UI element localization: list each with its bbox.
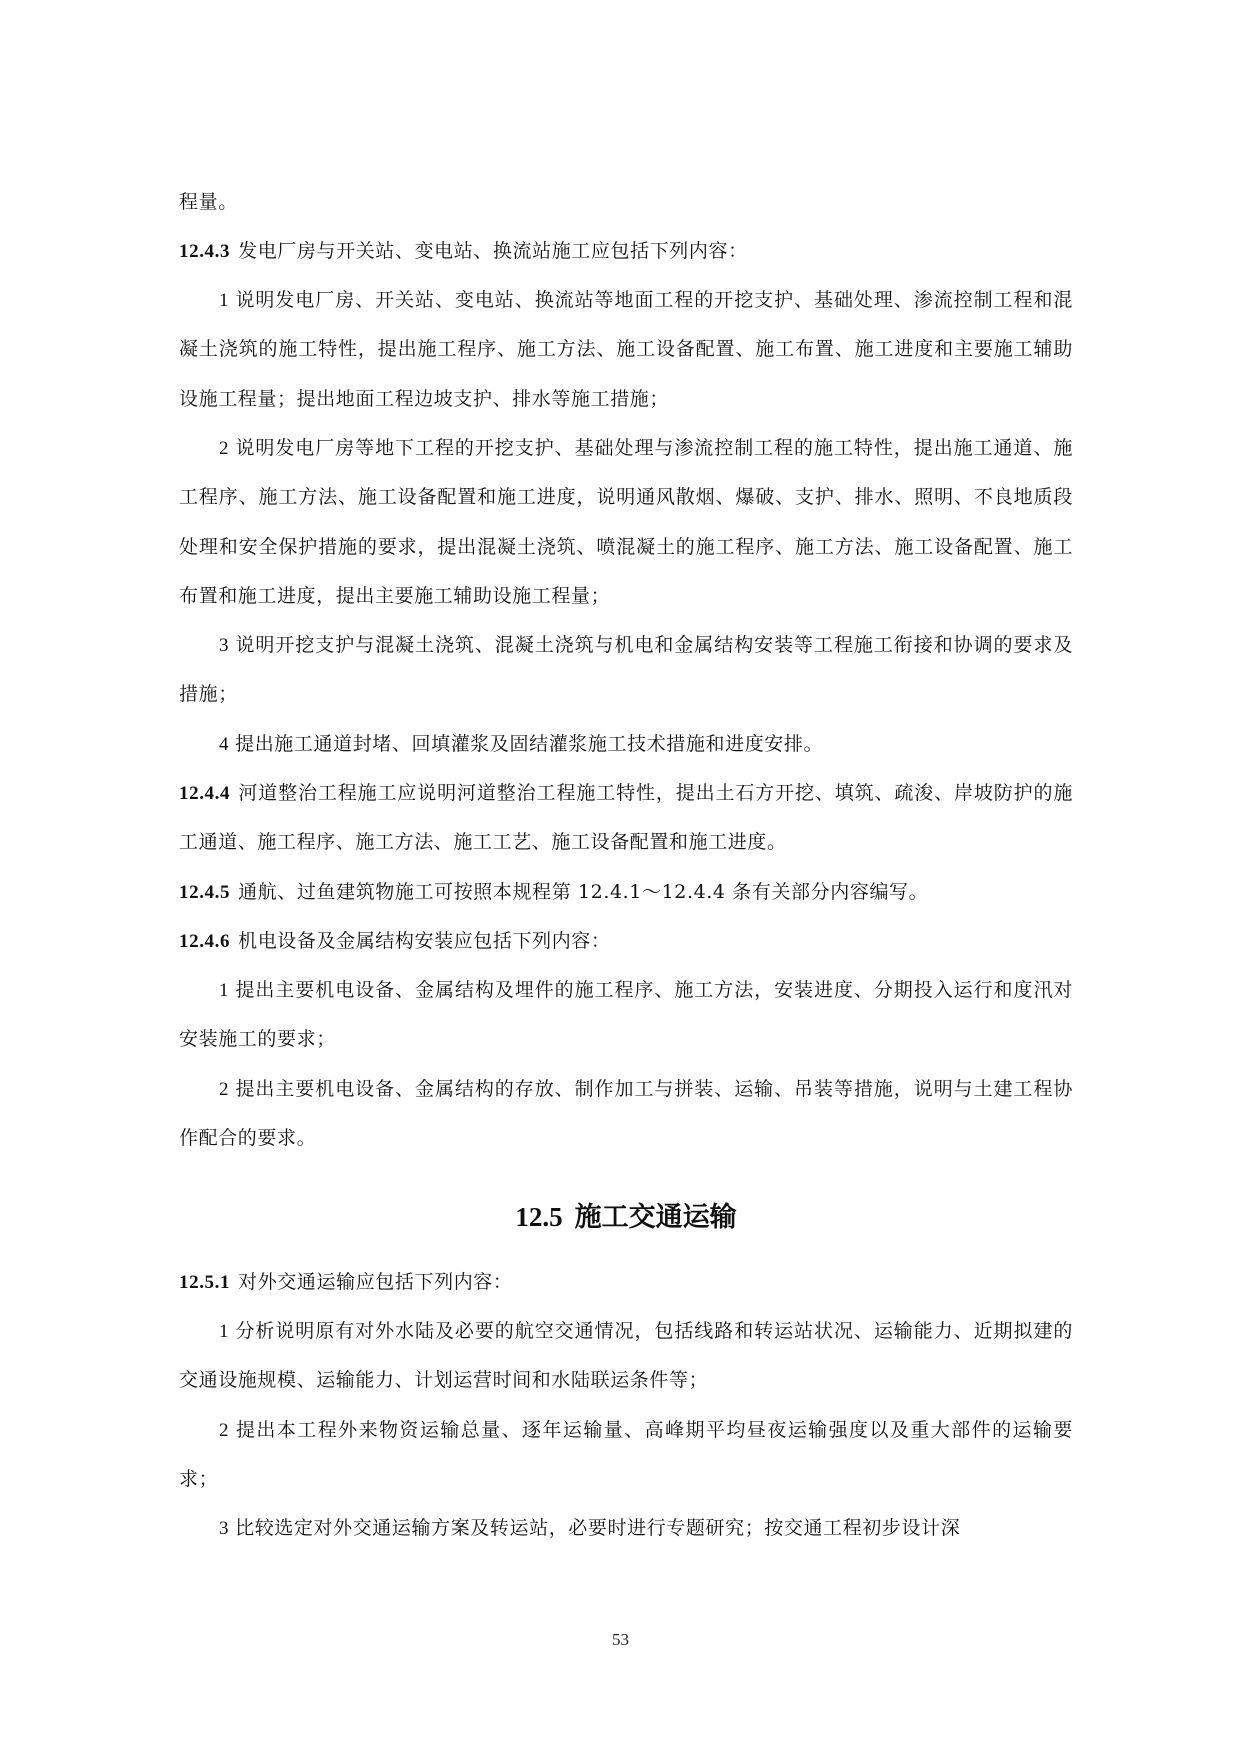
list-item-12-4-6-1 <box>179 966 1073 1065</box>
list-item-12-4-3-3 <box>179 621 1073 720</box>
clause-text: 河道整治工程施工应说明河道整治工程施工特性，提出土石方开挖、填筑、疏浚、岸坡防护的施工通道、施工程序、施工方法、施工工艺、施工设备配置和施工进度。 <box>179 782 1073 854</box>
item-text: 分析说明原有对外水陆及必要的航空交通情况，包括线路和转运站状况、运输能力、近期拟建的交通设施规模、运输能力、计划运营时间和水陆联运条件等； <box>179 1320 1073 1392</box>
section-heading-12-5 <box>179 1195 1073 1234</box>
item-text: 提出主要机电设备、金属结构及埋件的施工程序、施工方法，安装进度、分期投入运行和度汛对安装施工的要求； <box>179 979 1073 1051</box>
item-number: 3 <box>219 635 230 656</box>
clause-text: 对外交通运输应包括下列内容： <box>238 1271 513 1293</box>
clause-number: 12.4.4 <box>179 783 231 804</box>
clause-number: 12.5.1 <box>179 1272 231 1293</box>
clause-12-4-5 <box>179 868 1073 917</box>
list-item-12-4-6-2 <box>179 1065 1073 1164</box>
item-number: 2 <box>219 438 230 459</box>
clause-12-4-6 <box>179 917 1073 966</box>
list-item-12-5-1-3 <box>179 1504 1073 1553</box>
clause-12-5-1 <box>179 1258 1073 1307</box>
clause-text: 通航、过鱼建筑物施工可按照本规程第 12.4.1～12.4.4 条有关部分内容编写。 <box>238 881 929 903</box>
item-number: 2 <box>219 1079 230 1100</box>
clause-number: 12.4.5 <box>179 882 231 903</box>
list-item-12-5-1-1 <box>179 1307 1073 1406</box>
item-number: 1 <box>219 980 230 1001</box>
item-text: 说明发电厂房等地下工程的开挖支护、基础处理与渗流控制工程的施工特性，提出施工通道、施工程序、施工方法、施工设备配置和施工进度，说明通风散烟、爆破、支护、排水、照明、不良地质段处理和安全保护措施的要求，提出混凝土浇筑、喷混凝土的施工程序、施工方法、施工设备配置、施工布置和施工进度，提出主要施工辅助设施工程量； <box>179 437 1073 608</box>
item-number: 2 <box>219 1420 230 1441</box>
item-text: 说明开挖支护与混凝土浇筑、混凝土浇筑与机电和金属结构安装等工程施工衔接和协调的要求及措施； <box>179 634 1073 706</box>
list-item-12-4-3-4 <box>179 720 1073 769</box>
list-item-12-4-3-2 <box>179 424 1073 622</box>
clause-text: 机电设备及金属结构安装应包括下列内容： <box>238 930 611 952</box>
section-title: 施工交通运输 <box>574 1202 737 1233</box>
list-item-12-5-1-2 <box>179 1406 1073 1505</box>
clause-12-4-3 <box>179 227 1073 276</box>
item-text: 比较选定对外交通运输方案及转运站，必要时进行专题研究；按交通工程初步设计深 <box>235 1517 961 1539</box>
item-text: 说明发电厂房、开关站、变电站、换流站等地面工程的开挖支护、基础处理、渗流控制工程和混凝土浇筑的施工特性，提出施工程序、施工方法、施工设备配置、施工布置、施工进度和主要施工辅助设施工程量；提出地面工程边坡支护、排水等施工措施； <box>179 289 1073 410</box>
list-item-12-4-3-1 <box>179 276 1073 424</box>
section-number: 12.5 <box>515 1202 563 1232</box>
continuation-paragraph <box>179 178 1073 227</box>
item-number: 1 <box>219 290 230 311</box>
item-text: 提出施工通道封堵、回填灌浆及固结灌浆施工技术措施和进度安排。 <box>235 733 824 755</box>
clause-12-4-4 <box>179 769 1073 868</box>
page-number: 53 <box>612 1630 629 1649</box>
item-text: 提出本工程外来物资运输总量、逐年运输量、高峰期平均昼夜运输强度以及重大部件的运输要求； <box>179 1419 1073 1491</box>
item-number: 1 <box>219 1321 230 1342</box>
clause-number: 12.4.6 <box>179 931 231 952</box>
paragraph-text: 程量。 <box>179 191 238 213</box>
item-number: 4 <box>219 734 230 755</box>
clause-number: 12.4.3 <box>179 241 231 262</box>
clause-text: 发电厂房与开关站、变电站、换流站施工应包括下列内容： <box>238 240 748 262</box>
item-number: 3 <box>219 1518 230 1539</box>
item-text: 提出主要机电设备、金属结构的存放、制作加工与拼装、运输、吊装等措施，说明与土建工程协作配合的要求。 <box>179 1078 1073 1150</box>
